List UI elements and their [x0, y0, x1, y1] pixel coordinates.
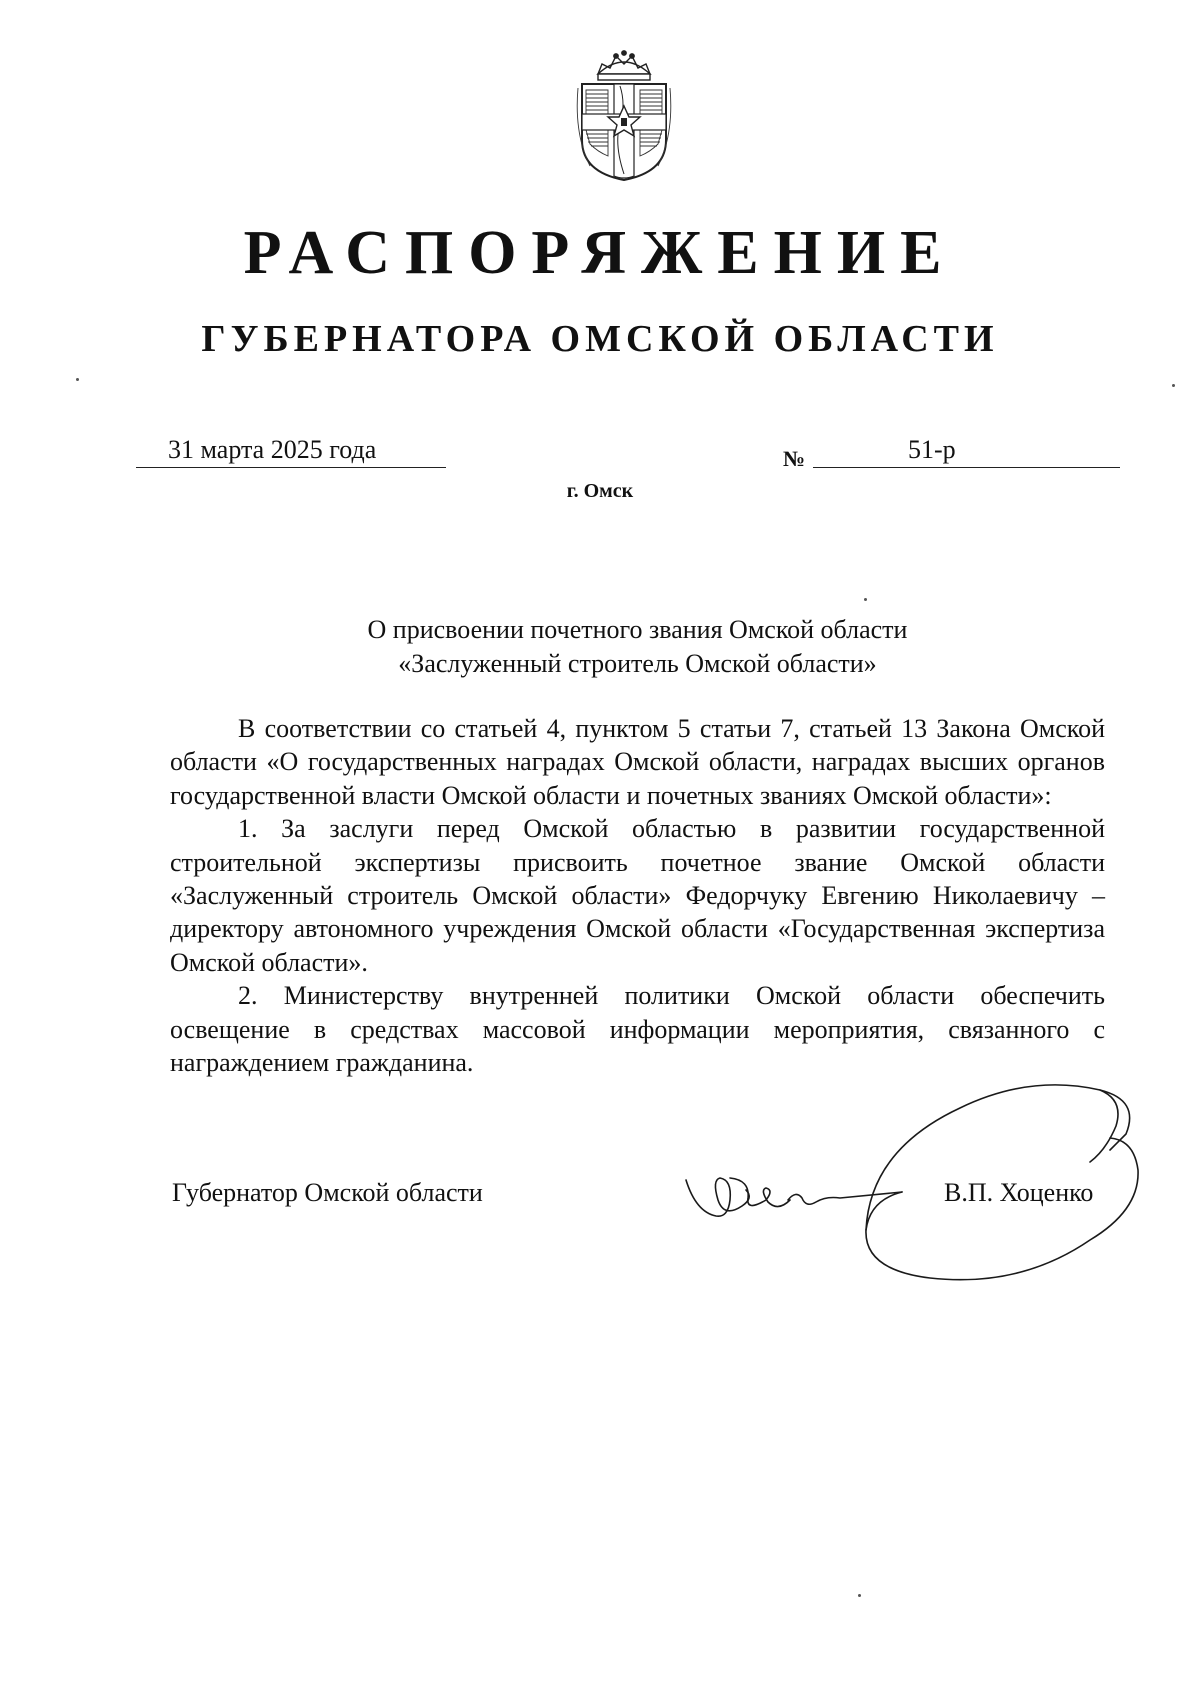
date-field [136, 431, 446, 468]
heading-line: «Заслуженный строитель Омской области» [398, 649, 877, 678]
scan-speck [864, 598, 867, 601]
document-date: 31 марта 2025 года [168, 435, 377, 464]
omsk-coat-of-arms-icon [568, 44, 680, 184]
scan-speck [1172, 384, 1175, 387]
document-heading [170, 613, 1105, 681]
number-field [813, 431, 1120, 468]
document-city: г. Омск [566, 480, 634, 502]
signatory-name: В.П. Хоценко [944, 1178, 1094, 1207]
document-subtitle: ГУБЕРНАТОРА ОМСКОЙ ОБЛАСТИ [201, 318, 999, 360]
paragraph-preamble: В соответствии со статьей 4, пунктом 5 статьи 7, статьей 13 Закона Омской области «О государственных наградах Омской области, наградах высших органов государственной власти Омской области и почетных званиях Омской области»: [170, 714, 1105, 810]
paragraph-item-1: 1. За заслуги перед Омской областью в развитии государственной строительной экспертизы присвоить почетное звание Омской области «Заслуженный строитель Омской области» Федорчуку Евгению Николаевичу – директору автономного учреждения Омской области «Государственная экспертиза Омской области». [170, 814, 1105, 977]
document-body [170, 712, 1105, 1079]
heading-line: О присвоении почетного звания Омской области [367, 615, 908, 644]
scan-speck [76, 378, 79, 381]
paragraph-item-2: 2. Министерству внутренней политики Омской области обеспечить освещение в средствах массовой информации мероприятия, связанного с награждением гражданина. [170, 981, 1105, 1078]
number-sign: № [783, 446, 806, 471]
signatory-position: Губернатор Омской области [172, 1178, 483, 1207]
document-number: 51-р [908, 435, 956, 464]
document-title: РАСПОРЯЖЕНИЕ [243, 219, 957, 287]
scan-speck [858, 1594, 861, 1597]
